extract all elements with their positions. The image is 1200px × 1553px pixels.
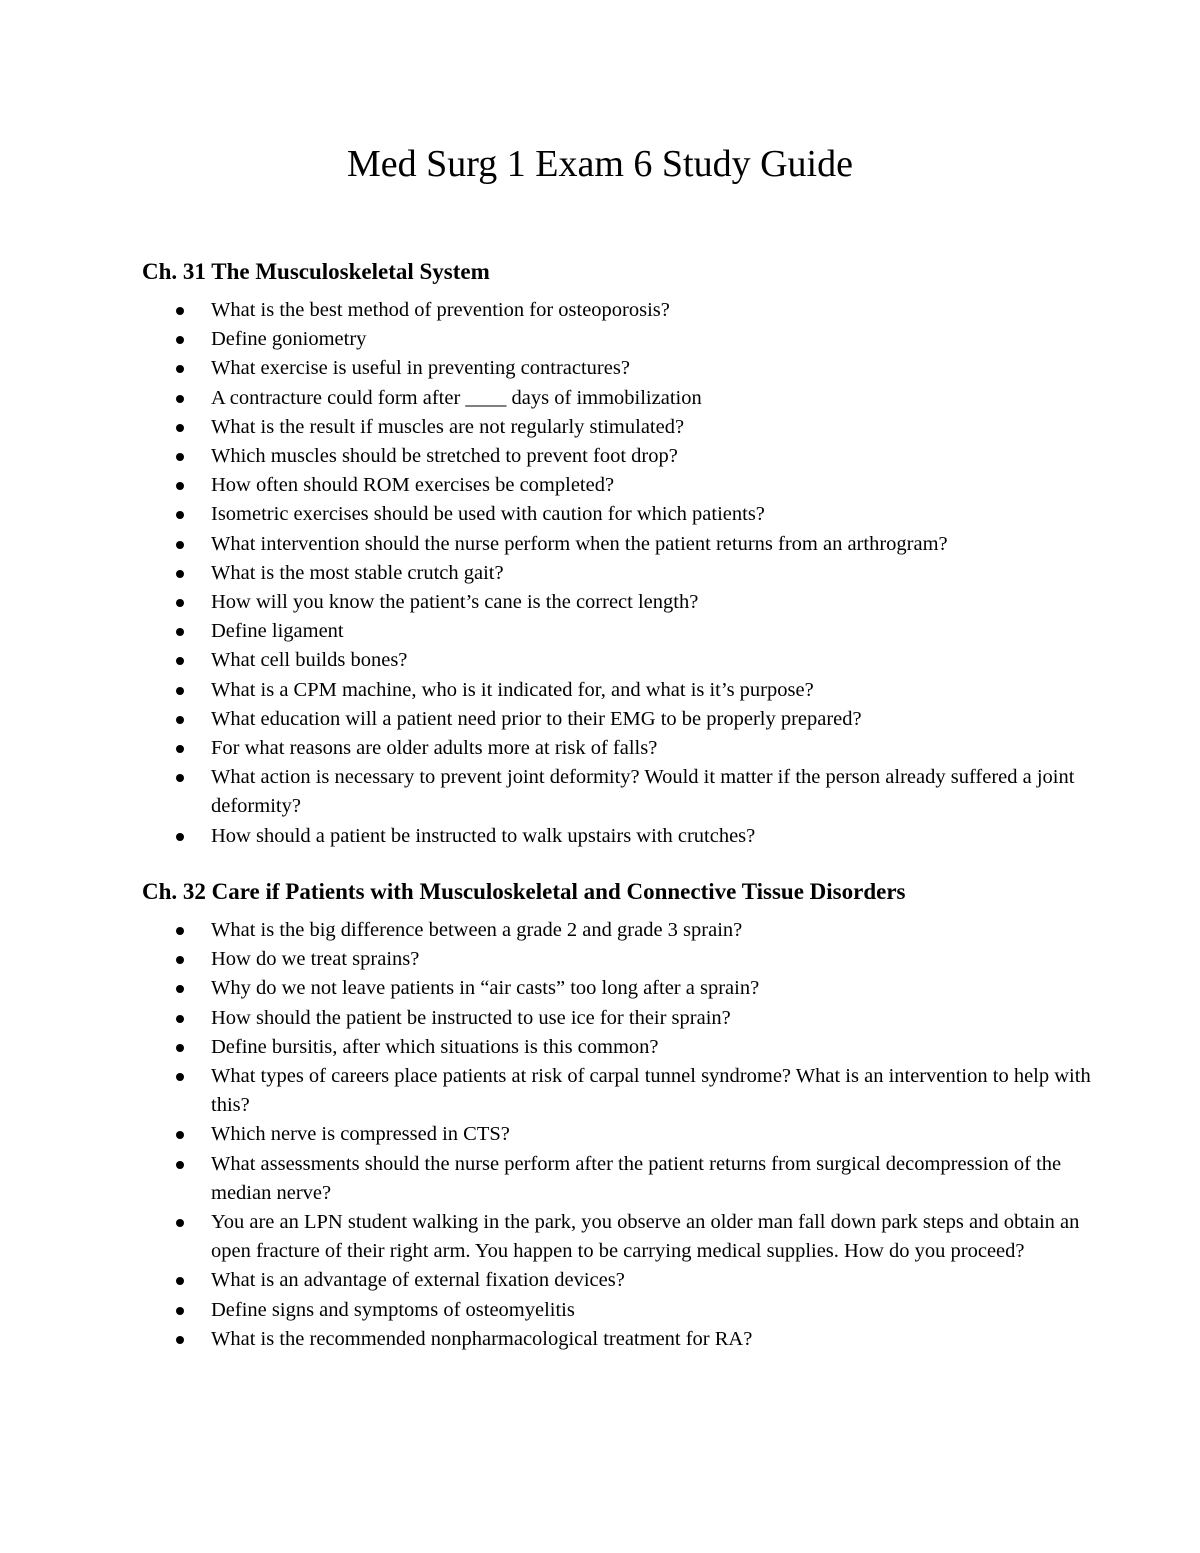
list-item <box>142 530 1091 559</box>
list-item-text: What exercise is useful in preventing contractures? <box>211 357 630 380</box>
list-item-text: You are an LPN student walking in the park, you observe an older man fall down park steps and obtain an open fracture of their right arm. You happen to be carrying medical supplies. How do you proceed? <box>211 1211 1080 1263</box>
bullet-icon <box>176 1307 184 1315</box>
list-item-text: What cell builds bones? <box>211 649 408 672</box>
list-item <box>142 1004 1091 1033</box>
list-item <box>142 617 1091 646</box>
list-item <box>142 763 1091 821</box>
list-item-text: What education will a patient need prior to their EMG to be properly prepared? <box>211 707 862 730</box>
bullet-icon <box>176 1044 184 1052</box>
list-item-text: How should the patient be instructed to use ice for their sprain? <box>211 1006 731 1029</box>
bullet-icon <box>176 774 184 782</box>
list-item-text: What is an advantage of external fixation devices? <box>211 1269 625 1292</box>
bullet-icon <box>176 657 184 665</box>
section-ch31 <box>142 256 1142 851</box>
bullet-icon <box>176 570 184 578</box>
list-item <box>142 1325 1091 1354</box>
list-item <box>142 646 1091 675</box>
bullet-icon <box>176 1161 184 1169</box>
list-item <box>142 1150 1091 1208</box>
bullet-icon <box>176 1015 184 1023</box>
bullet-icon <box>176 745 184 753</box>
list-item <box>142 384 1091 413</box>
list-item <box>142 916 1091 945</box>
list-item-text: Which muscles should be stretched to prevent foot drop? <box>211 445 678 468</box>
list-item-text: Define ligament <box>211 620 344 643</box>
bullet-icon <box>176 687 184 695</box>
bullet-icon <box>176 1219 184 1227</box>
bullet-icon <box>176 1131 184 1139</box>
bullet-icon <box>176 1073 184 1081</box>
list-item <box>142 559 1091 588</box>
question-list <box>142 296 1142 851</box>
bullet-icon <box>176 365 184 373</box>
bullet-icon <box>176 541 184 549</box>
bullet-icon <box>176 336 184 344</box>
list-item-text: What is the big difference between a grade 2 and grade 3 sprain? <box>211 919 743 941</box>
list-item-text: What assessments should the nurse perform after the patient returns from surgical decompression of the median nerve? <box>211 1152 1062 1204</box>
bullet-icon <box>176 1336 184 1344</box>
bullet-icon <box>176 956 184 964</box>
section-heading: Ch. 31 The Musculoskeletal System <box>142 259 490 284</box>
list-item-text: Isometric exercises should be used with caution for which patients? <box>211 503 765 526</box>
list-item-text: How should a patient be instructed to walk upstairs with crutches? <box>211 824 756 847</box>
bullet-icon <box>176 1277 184 1285</box>
list-item-text: What is the best method of prevention for osteoporosis? <box>211 299 670 321</box>
list-item <box>142 413 1091 442</box>
list-item <box>142 500 1091 529</box>
list-item-text: Define signs and symptoms of osteomyelitis <box>211 1298 575 1321</box>
list-item <box>142 676 1091 705</box>
document-title: Med Surg 1 Exam 6 Study Guide <box>347 143 853 185</box>
list-item <box>142 1266 1091 1295</box>
list-item-text: A contracture could form after ____ days of immobilization <box>211 386 702 409</box>
bullet-icon <box>176 395 184 403</box>
list-item <box>142 945 1091 974</box>
bullet-icon <box>176 424 184 432</box>
list-item-text: How do we treat sprains? <box>211 948 420 971</box>
list-item <box>142 325 1091 354</box>
bullet-icon <box>176 985 184 993</box>
bullet-icon <box>176 716 184 724</box>
list-item <box>142 705 1091 734</box>
list-item <box>142 974 1091 1003</box>
list-item-text: Define goniometry <box>211 328 367 351</box>
question-list <box>142 916 1142 1354</box>
list-item <box>142 1296 1091 1325</box>
list-item-text: Define bursitis, after which situations is this common? <box>211 1035 659 1058</box>
list-item-text: What is the most stable crutch gait? <box>211 561 504 584</box>
list-item-text: What intervention should the nurse perform when the patient returns from an arthrogram? <box>211 532 948 555</box>
list-item-text: What is the recommended nonpharmacological treatment for RA? <box>211 1327 753 1350</box>
list-item <box>142 822 1091 851</box>
bullet-icon <box>176 833 184 841</box>
list-item <box>142 442 1091 471</box>
list-item-text: What types of careers place patients at risk of carpal tunnel syndrome? What is an intervention to help with this? <box>211 1065 1091 1117</box>
list-item <box>142 588 1091 617</box>
list-item-text: How often should ROM exercises be completed? <box>211 474 615 497</box>
bullet-icon <box>176 307 184 315</box>
section-heading: Ch. 32 Care if Patients with Musculoskeletal and Connective Tissue Disorders <box>142 879 906 904</box>
bullet-icon <box>176 599 184 607</box>
list-item <box>142 296 1091 325</box>
list-item <box>142 734 1091 763</box>
section-ch32 <box>142 876 1142 1354</box>
list-item-text: What action is necessary to prevent joint deformity? Would it matter if the person already suffered a joint deformity? <box>211 766 1075 818</box>
bullet-icon <box>176 482 184 490</box>
list-item-text: Which nerve is compressed in CTS? <box>211 1123 510 1146</box>
bullet-icon <box>176 453 184 461</box>
list-item <box>142 471 1091 500</box>
list-item <box>142 1062 1091 1120</box>
bullet-icon <box>176 927 184 935</box>
list-item-text: Why do we not leave patients in “air casts” too long after a sprain? <box>211 977 760 1000</box>
list-item <box>142 1033 1091 1062</box>
list-item <box>142 1208 1091 1266</box>
list-item-text: What is a CPM machine, who is it indicated for, and what is it’s purpose? <box>211 678 814 701</box>
list-item-text: How will you know the patient’s cane is the correct length? <box>211 591 699 614</box>
list-item-text: What is the result if muscles are not regularly stimulated? <box>211 415 685 438</box>
list-item <box>142 1120 1091 1149</box>
bullet-icon <box>176 628 184 636</box>
list-item-text: For what reasons are older adults more at risk of falls? <box>211 737 658 760</box>
bullet-icon <box>176 511 184 519</box>
list-item <box>142 354 1091 383</box>
